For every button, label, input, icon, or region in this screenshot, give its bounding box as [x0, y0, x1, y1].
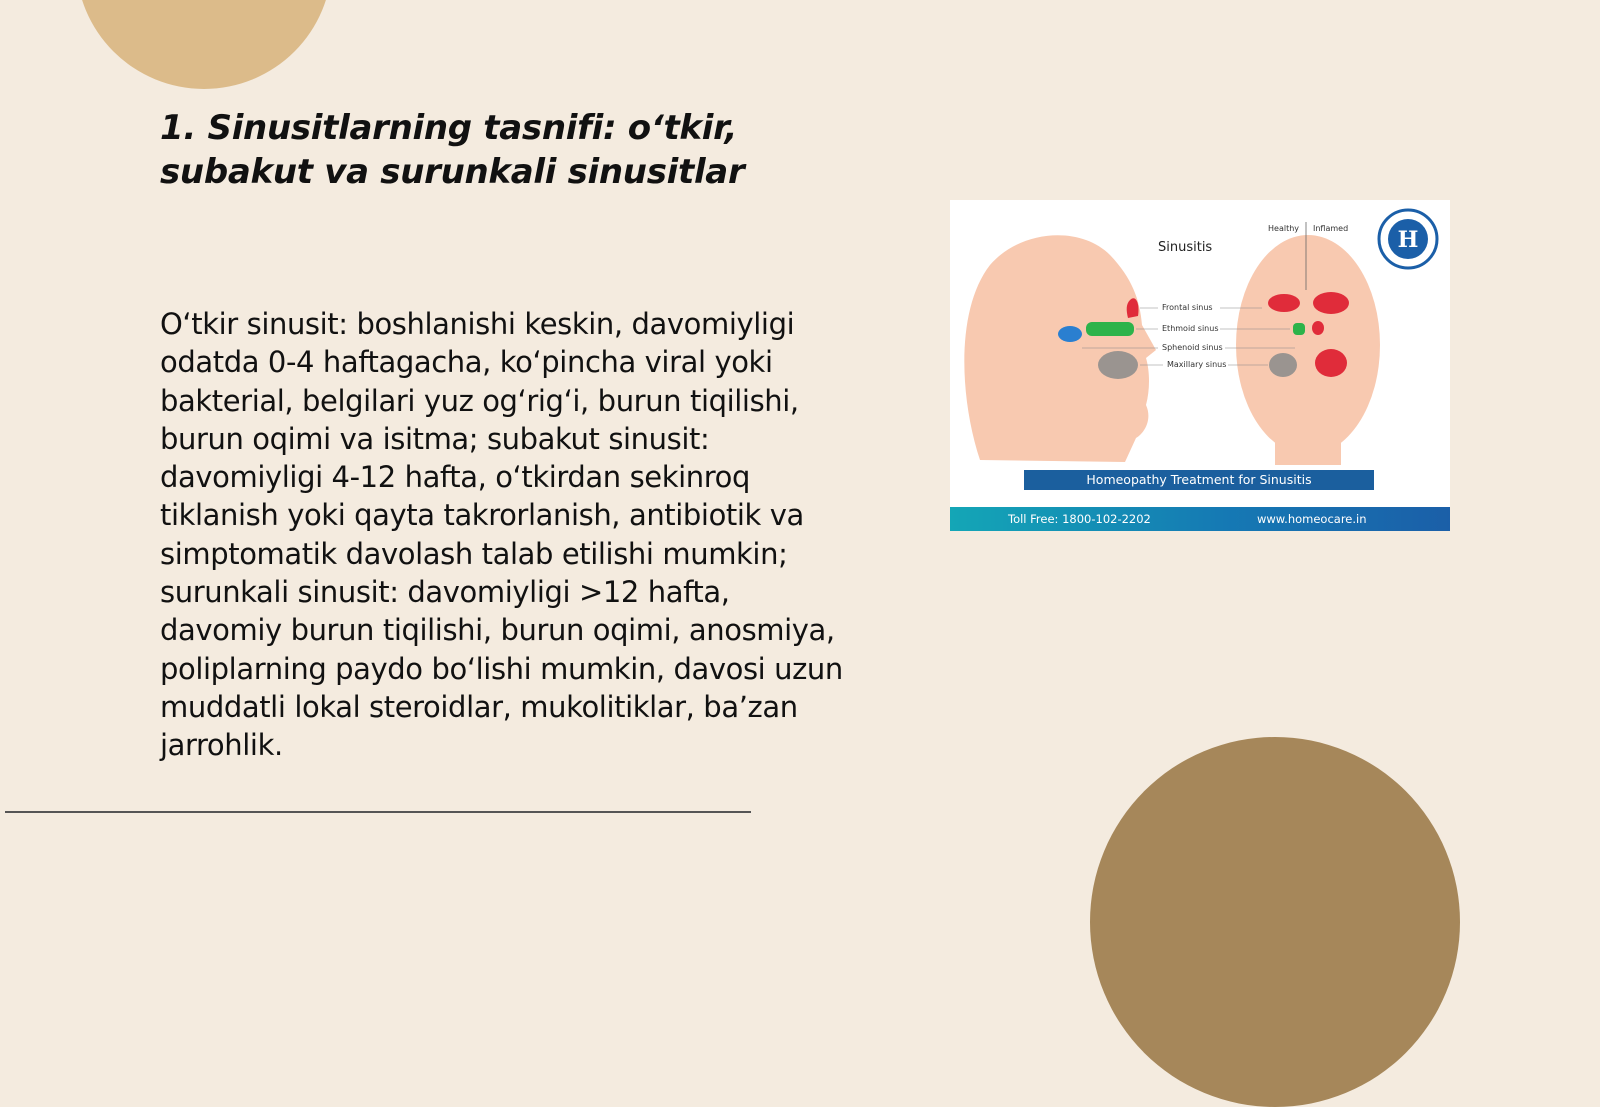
slide-title	[160, 106, 860, 194]
label-frontal-sinus: Frontal sinus	[1162, 303, 1213, 312]
front-neck	[1275, 415, 1341, 465]
side-ethmoid-sinus	[1086, 322, 1134, 336]
logo-letter: H	[1397, 227, 1419, 253]
slide-title-line-1: 1. Sinusitlarning tasnifi: o‘tkir,	[160, 108, 738, 148]
front-ethmoid-sinus-healthy	[1293, 323, 1305, 335]
label-sphenoid-sinus: Sphenoid sinus	[1162, 343, 1223, 352]
slide-body-text: O‘tkir sinusit: boshlanishi keskin, davomiyligi odatda 0-4 haftagacha, ko‘pincha viral yoki bakterial, belgilari yuz og‘rig‘i, burun tiqilishi, burun oqimi va isitma; subakut sinusit: davomiyligi 4-12 hafta, o‘tkirdan sekinroq tiklanish yoki qayta takrorlanish, antibiotik va simptomatik davolash talab etilishi mumkin; surunkali sinusit: davomiyligi >12 hafta, davomiy burun tiqilishi, burun oqimi, anosmiya, poliplarning paydo bo‘lishi mumkin, davosi uzun muddatli lokal steroidlar, mukolitiklar, ba’zan jarrohlik.	[160, 307, 843, 763]
front-maxillary-sinus-healthy	[1269, 353, 1297, 377]
side-head-silhouette	[964, 235, 1156, 462]
figure-footer-bar	[950, 507, 1450, 531]
label-maxillary-sinus: Maxillary sinus	[1167, 360, 1227, 369]
homeocare-logo-icon	[1379, 210, 1437, 268]
website-url: www.homeocare.in	[1257, 512, 1367, 526]
figure-banner: Homeopathy Treatment for Sinusitis	[1024, 470, 1374, 490]
front-ethmoid-sinus-inflamed	[1312, 321, 1324, 335]
side-sphenoid-sinus	[1058, 326, 1082, 342]
front-frontal-sinus-healthy	[1268, 294, 1300, 312]
label-healthy: Healthy	[1268, 224, 1300, 233]
decorative-circle-top	[76, 0, 332, 89]
front-maxillary-sinus-inflamed	[1315, 349, 1347, 377]
slide-title-line-2: subakut va surunkali sinusitlar	[160, 152, 745, 192]
divider-line	[5, 811, 751, 813]
sinusitis-figure	[950, 200, 1450, 531]
side-maxillary-sinus	[1098, 351, 1138, 379]
decorative-circle-bottom	[1090, 737, 1460, 1107]
figure-title: Sinusitis	[1158, 240, 1213, 255]
front-frontal-sinus-inflamed	[1313, 292, 1349, 314]
label-ethmoid-sinus: Ethmoid sinus	[1162, 324, 1219, 333]
label-inflamed: Inflamed	[1313, 224, 1349, 233]
toll-free-number: Toll Free: 1800-102-2202	[1008, 512, 1151, 526]
